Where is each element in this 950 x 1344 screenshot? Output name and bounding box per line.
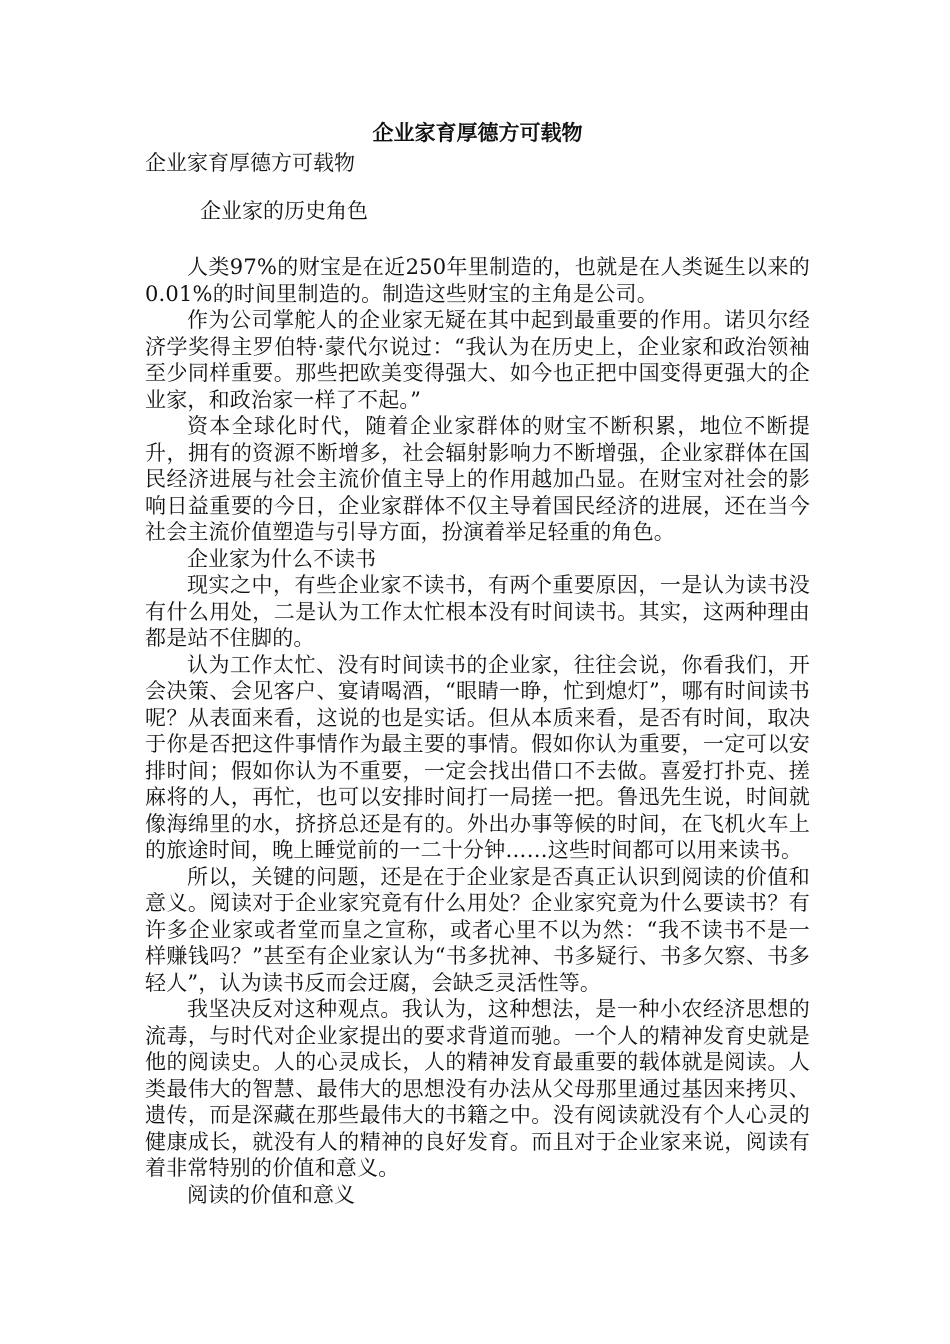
paragraph: 作为公司掌舵人的企业家无疑在其中起到最重要的作用。诺贝尔经济学奖得主罗伯特·蒙代尔说过：“我认为在历史上，企业家和政治领袖至少同样重要。那些把欧美变得强大、如今也正把中国变得更强大的企业家，和政治家一样了不起。” — [145, 308, 810, 412]
document-title: 企业家育厚德方可载物 — [372, 120, 583, 145]
document-subtitle: 企业家育厚德方可载物 — [145, 151, 355, 175]
document-page — [145, 118, 810, 1208]
paragraph: 我坚决反对这种观点。我认为，这种想法，是一种小农经济思想的流毒，与时代对企业家提出的要求背道而驰。一个人的精神发育史就是他的阅读史。人的心灵成长，人的精神发育最重要的载体就是阅读。人类最伟大的智慧、最伟大的思想没有办法从父母那里通过基因来拷贝、遗传，而是深藏在那些最伟大的书籍之中。没有阅读就没有个人心灵的健康成长，就没有人的精神的良好发育。而且对于企业家来说，阅读有着非常特别的价值和意义。 — [145, 997, 810, 1180]
section-heading-history-role: 企业家的历史角色 — [200, 199, 368, 223]
paragraph: 认为工作太忙、没有时间读书的企业家，往往会说，你看我们，开会决策、会见客户、宴请喝酒，“眼睛一睁，忙到熄灯”，哪有时间读书呢？从表面来看，这说的也是实话。但从本质来看，是否有时间，取决于你是否把这件事情作为最主要的事情。假如你认为重要，一定可以安排时间；假如你认为不重要，一定会找出借口不去做。喜爱打扑克、搓麻将的人，再忙，也可以安排时间打一局搓一把。鲁迅先生说，时间就像海绵里的水，挤挤总还是有的。外出办事等候的时间，在飞机火车上的旅途时间，晚上睡觉前的一二十分钟……这些时间都可以用来读书。 — [145, 652, 810, 862]
paragraph: 人类97%的财宝是在近250年里制造的，也就是在人类诞生以来的0.01%的时间里制造的。制造这些财宝的主角是公司。 — [145, 255, 810, 306]
section-heading-why-not-read: 企业家为什么不读书 — [187, 546, 376, 571]
paragraph: 现实之中，有些企业家不读书，有两个重要原因，一是认为读书没有什么用处，二是认为工作太忙根本没有时间读书。其实，这两种理由都是站不住脚的。 — [145, 573, 810, 650]
paragraph: 资本全球化时代，随着企业家群体的财宝不断积累，地位不断提升，拥有的资源不断增多，社会辐射影响力不断增强，企业家群体在国民经济进展与社会主流价值主导上的作用越加凸显。在财宝对社会的影响日益重要的今日，企业家群体不仅主导着国民经济的进展，还在当今社会主流价值塑造与引导方面，扮演着举足轻重的角色。 — [145, 414, 810, 544]
paragraph: 所以，关键的问题，还是在于企业家是否真正认识到阅读的价值和意义。阅读对于企业家究竟有什么用处？企业家究竟为什么要读书？有许多企业家或者堂而皇之宣称，或者心里不以为然：“我不读书不是一样赚钱吗？”甚至有企业家认为“书多扰神、书多疑行、书多欠察、书多轻人”，认为读书反而会迂腐，会缺乏灵活性等。 — [145, 864, 810, 995]
section-heading-value-of-reading: 阅读的价值和意义 — [187, 1182, 355, 1207]
